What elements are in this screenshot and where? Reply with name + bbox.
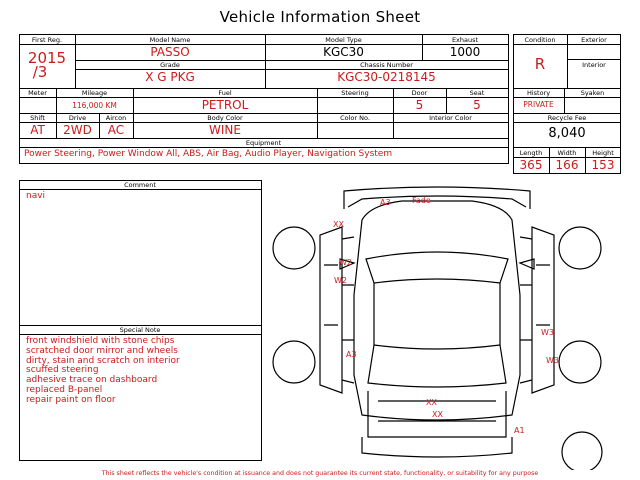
damage-mark: A1 bbox=[514, 426, 525, 435]
list-item: front windshield with stone chips bbox=[26, 336, 175, 346]
damage-mark: XX bbox=[432, 410, 443, 419]
steering-label: Steering bbox=[341, 89, 369, 97]
seat-label: Seat bbox=[469, 89, 485, 97]
model-name-label: Model Name bbox=[149, 36, 191, 44]
sheet-title: Vehicle Information Sheet bbox=[219, 8, 421, 26]
drive-label: Drive bbox=[68, 114, 87, 122]
condition-value: R bbox=[534, 55, 546, 73]
comment-label: Comment bbox=[124, 181, 156, 189]
model-type-label: Model Type bbox=[325, 36, 362, 44]
model-name-value: PASSO bbox=[150, 45, 190, 59]
comment-text: navi bbox=[26, 191, 46, 201]
fuel-label: Fuel bbox=[218, 89, 232, 97]
damage-mark: W3 bbox=[546, 356, 559, 365]
list-item: scratched door mirror and wheels bbox=[26, 345, 178, 356]
body-color-value: WINE bbox=[209, 123, 241, 137]
history-label: History bbox=[526, 89, 551, 97]
damage-mark: W3 bbox=[541, 328, 554, 337]
damage-mark: W2 bbox=[339, 258, 352, 267]
model-type-value: KGC30 bbox=[323, 45, 364, 59]
damage-mark: A3 bbox=[346, 350, 357, 359]
special-note-label: Special Note bbox=[119, 326, 161, 334]
length-label: Length bbox=[519, 149, 543, 157]
door-label: Door bbox=[411, 89, 428, 97]
recycle-fee-value: 8,040 bbox=[548, 126, 586, 141]
equipment-value: Power Steering, Power Window All, ABS, Air Bag, Audio Player, Navigation System bbox=[24, 149, 393, 159]
comment-box bbox=[19, 180, 262, 461]
body-color-label: Body Color bbox=[207, 114, 243, 122]
meter-label: Meter bbox=[28, 89, 47, 97]
fuel-value: PETROL bbox=[201, 98, 249, 112]
grade-value: X G PKG bbox=[145, 70, 195, 84]
list-item: dirty, stain and scratch on interior bbox=[26, 355, 180, 366]
exhaust-label: Exhaust bbox=[451, 36, 479, 44]
mileage-value: 116,000 KM bbox=[72, 101, 117, 110]
vehicle-damage-diagram bbox=[262, 175, 640, 470]
history-value: PRIVATE bbox=[523, 100, 554, 109]
height-value: 153 bbox=[591, 158, 615, 172]
syaken-label: Syaken bbox=[580, 89, 605, 97]
list-item: scuffed steering bbox=[26, 365, 99, 376]
damage-mark: W2 bbox=[334, 276, 347, 285]
footer-disclaimer: This sheet reflects the vehicle's condition at issuance and does not guarantee its current state, functionality, or suitability for any purpose bbox=[101, 470, 539, 477]
aircon-label: Aircon bbox=[105, 114, 127, 122]
drive-value: 2WD bbox=[63, 123, 92, 137]
first-reg-year: 2015 bbox=[27, 49, 67, 67]
first-reg-label: First Reg. bbox=[31, 36, 63, 44]
damage-mark: XX bbox=[333, 220, 344, 229]
chassis-number-label: Chassis Number bbox=[360, 61, 413, 69]
exhaust-value: 1000 bbox=[449, 45, 481, 59]
mileage-label: Mileage bbox=[81, 89, 108, 97]
special-notes-list bbox=[26, 337, 180, 406]
exterior-label: Exterior bbox=[581, 36, 607, 44]
grade-label: Grade bbox=[160, 61, 180, 69]
shift-label: Shift bbox=[30, 114, 45, 122]
seat-value: 5 bbox=[473, 98, 481, 112]
recycle-fee-label: Recycle Fee bbox=[547, 114, 587, 122]
list-item: repair paint on floor bbox=[26, 394, 116, 405]
length-value: 365 bbox=[519, 158, 543, 172]
equipment-label: Equipment bbox=[245, 139, 282, 147]
damage-mark: Fade bbox=[412, 196, 431, 205]
height-label: Height bbox=[592, 149, 614, 157]
damage-mark: A3 bbox=[380, 198, 391, 207]
list-item: replaced B-panel bbox=[26, 384, 103, 395]
condition-label: Condition bbox=[524, 36, 556, 44]
list-item: adhesive trace on dashboard bbox=[26, 375, 158, 386]
width-label: Width bbox=[557, 149, 577, 157]
shift-value: AT bbox=[30, 123, 45, 137]
first-reg-month: /3 bbox=[32, 63, 48, 81]
damage-mark: XX bbox=[426, 398, 437, 407]
chassis-number-value: KGC30-0218145 bbox=[337, 70, 436, 84]
width-value: 166 bbox=[555, 158, 579, 172]
door-value: 5 bbox=[415, 98, 424, 112]
interior-label: Interior bbox=[582, 61, 606, 69]
interior-color-label: Interior Color bbox=[429, 114, 472, 122]
color-no-label: Color No. bbox=[340, 114, 370, 122]
aircon-value: AC bbox=[107, 123, 125, 137]
